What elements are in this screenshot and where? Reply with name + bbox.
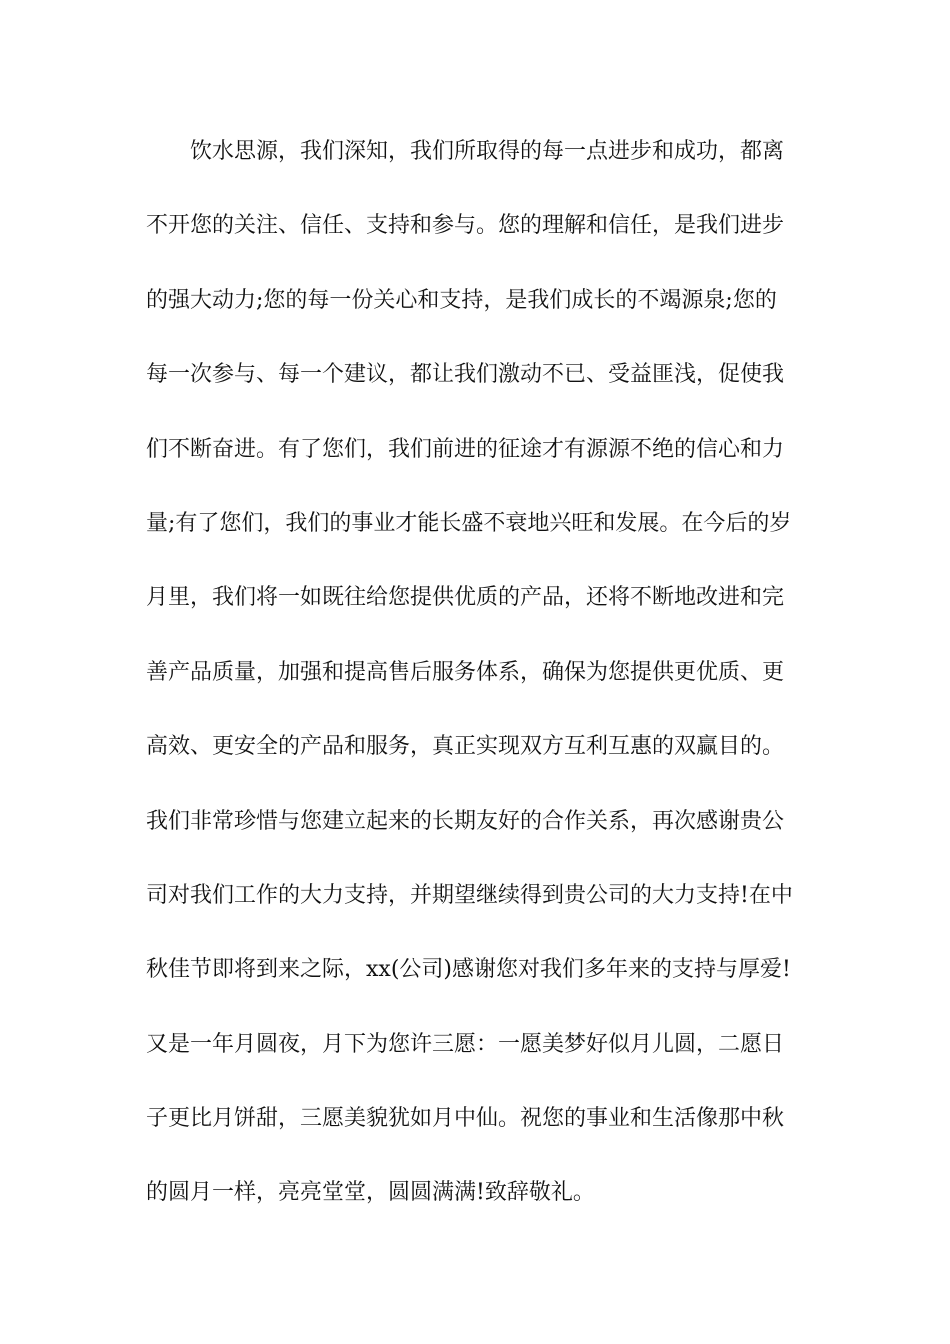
text-line: 的圆月一样，亮亮堂堂，圆圆满满!致辞敬礼。: [146, 1180, 595, 1206]
text-line: 又是一年月圆夜，月下为您许三愿：一愿美梦好似月儿圆，二愿日: [146, 1031, 785, 1057]
text-line: 饮水思源，我们深知，我们所取得的每一点进步和成功，都离: [190, 139, 785, 164]
text-line: 们不断奋进。有了您们，我们前进的征途才有源源不绝的信心和力: [146, 436, 785, 462]
text-line: 月里，我们将一如既往给您提供优质的产品，还将不断地改进和完: [146, 585, 785, 611]
body-text: [146, 130, 816, 1246]
text-line: 我们非常珍惜与您建立起来的长期友好的合作关系，再次感谢贵公: [146, 808, 785, 834]
text-line: 高效、更安全的产品和服务，真正实现双方互利互惠的双赢目的。: [146, 734, 785, 760]
text-line: 子更比月饼甜，三愿美貌犹如月中仙。祝您的事业和生活像那中秋: [146, 1106, 785, 1132]
text-line: 每一次参与、每一个建议，都让我们激动不已、受益匪浅，促使我: [146, 362, 785, 388]
text-line: 不开您的关注、信任、支持和参与。您的理解和信任，是我们进步: [146, 213, 785, 239]
text-line: 司对我们工作的大力支持，并期望继续得到贵公司的大力支持!在中: [146, 882, 793, 908]
text-line: 的强大动力;您的每一份关心和支持，是我们成长的不竭源泉;您的: [146, 287, 777, 313]
text-line: 量;有了您们，我们的事业才能长盛不衰地兴旺和发展。在今后的岁: [146, 510, 792, 536]
text-line: 秋佳节即将到来之际，xx(公司)感谢您对我们多年来的支持与厚爱!: [146, 957, 791, 983]
text-line: 善产品质量，加强和提高售后服务体系，确保为您提供更优质、更: [146, 659, 785, 685]
